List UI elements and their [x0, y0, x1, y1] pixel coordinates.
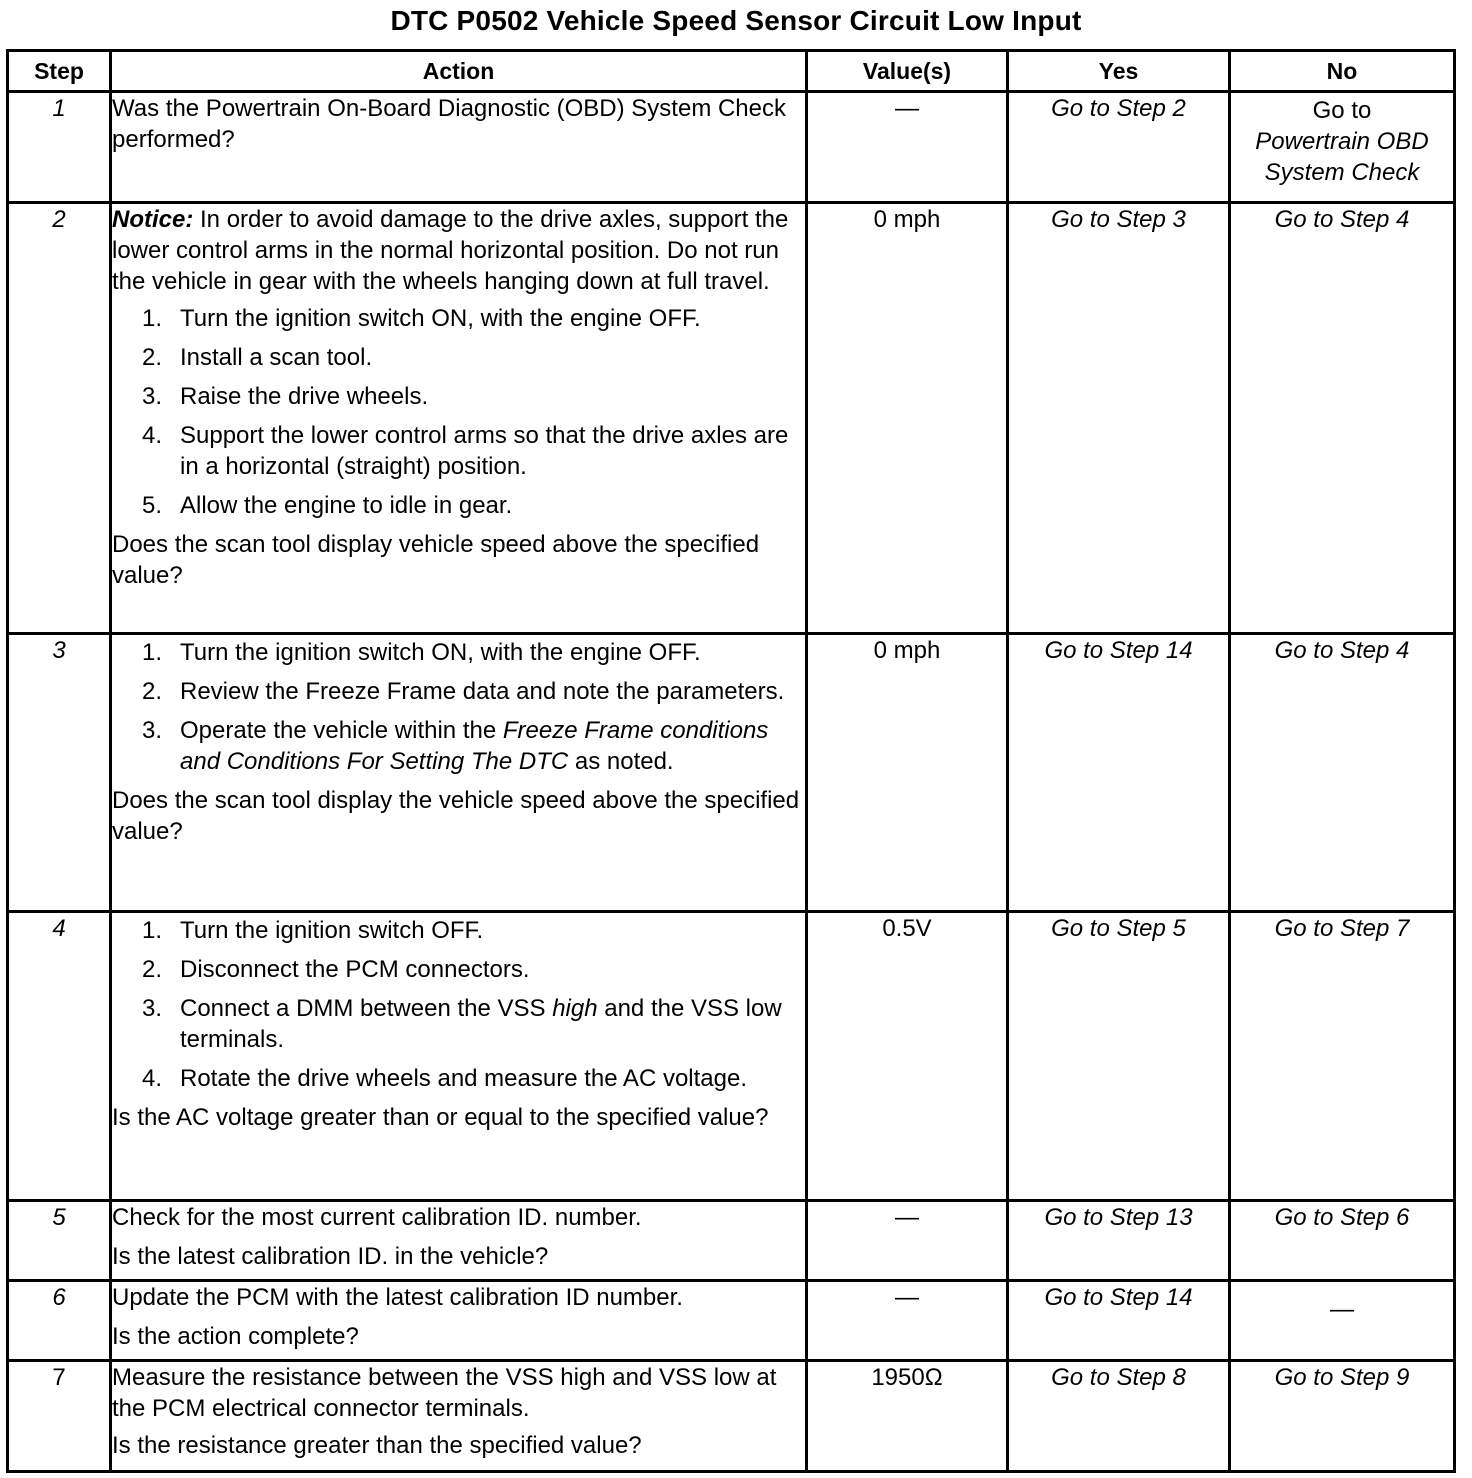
question-text: Is the action complete? — [112, 1323, 359, 1350]
table-row-step-3 — [8, 634, 1455, 912]
yes-cell: Go to Step 5 — [1008, 912, 1230, 1201]
yes-cell: Go to Step 2 — [1008, 92, 1230, 203]
action-text: Measure the resistance between the VSS high and VSS low at the PCM electrical connector terminals. — [112, 1364, 777, 1422]
action-cell — [111, 634, 807, 912]
action-cell — [111, 1201, 807, 1281]
list-item: 1. Turn the ignition switch ON, with the engine OFF. — [142, 305, 701, 332]
procedure-list — [112, 915, 805, 1094]
table-row-step-6 — [8, 1281, 1455, 1361]
value-cell: 0.5V — [807, 912, 1008, 1201]
table-header-row — [8, 51, 1455, 92]
action-text: Update the PCM with the latest calibration ID number. — [112, 1284, 683, 1311]
value-cell: — — [807, 1281, 1008, 1361]
list-item: 4. Rotate the drive wheels and measure the AC voltage. — [142, 1065, 747, 1092]
no-cell: Go to Step 6 — [1230, 1201, 1455, 1281]
list-item: 3. Connect a DMM between the VSS high and the VSS low terminals. — [142, 995, 782, 1053]
table-row-step-7 — [8, 1361, 1455, 1472]
no-prefix: Go to — [1312, 97, 1372, 124]
list-item: 2. Review the Freeze Frame data and note the parameters. — [142, 678, 785, 705]
table-row-step-1 — [8, 92, 1455, 203]
step-number: 7 — [8, 1361, 111, 1472]
value-cell: 1950Ω — [807, 1361, 1008, 1472]
no-cell: Go to Step 4 — [1230, 203, 1455, 634]
step-number: 4 — [8, 912, 111, 1201]
notice-paragraph — [112, 204, 805, 297]
list-item: 5. Allow the engine to idle in gear. — [142, 492, 513, 519]
value-cell: — — [807, 1201, 1008, 1281]
list-item: 4. Support the lower control arms so that the drive axles are in a horizontal (straight) position. — [142, 422, 789, 480]
list-item: 1. Turn the ignition switch OFF. — [142, 917, 484, 944]
yes-cell: Go to Step 13 — [1008, 1201, 1230, 1281]
step-number: 6 — [8, 1281, 111, 1361]
table-row-step-2 — [8, 203, 1455, 634]
action-cell — [111, 912, 807, 1201]
yes-cell: Go to Step 14 — [1008, 1281, 1230, 1361]
question-text: Is the AC voltage greater than or equal to the specified value? — [112, 1104, 769, 1131]
no-reference: Powertrain OBD System Check — [1255, 128, 1429, 186]
value-cell: — — [807, 92, 1008, 203]
header-no: No — [1230, 51, 1455, 92]
list-item: 3. Raise the drive wheels. — [142, 383, 429, 410]
step-number: 3 — [8, 634, 111, 912]
action-cell — [111, 1281, 807, 1361]
question-text: Is the resistance greater than the specified value? — [112, 1432, 642, 1459]
action-cell — [111, 203, 807, 634]
page-title: DTC P0502 Vehicle Speed Sensor Circuit Low Input — [390, 5, 1082, 36]
no-cell: — — [1230, 1281, 1455, 1361]
value-cell: 0 mph — [807, 634, 1008, 912]
yes-cell: Go to Step 3 — [1008, 203, 1230, 634]
question-text: Is the latest calibration ID. in the vehicle? — [112, 1243, 549, 1270]
list-item: 1. Turn the ignition switch ON, with the engine OFF. — [142, 639, 701, 666]
no-cell — [1230, 92, 1455, 203]
no-cell: Go to Step 7 — [1230, 912, 1455, 1201]
action-cell — [111, 1361, 807, 1472]
step-number: 2 — [8, 203, 111, 634]
yes-cell: Go to Step 14 — [1008, 634, 1230, 912]
header-values: Value(s) — [807, 51, 1008, 92]
procedure-list — [112, 637, 805, 777]
no-cell: Go to Step 4 — [1230, 634, 1455, 912]
action-text: Check for the most current calibration ID. number. — [112, 1204, 642, 1231]
diagnostic-table — [6, 49, 1456, 1473]
table-row-step-4 — [8, 912, 1455, 1201]
step-number: 5 — [8, 1201, 111, 1281]
action-cell — [111, 92, 807, 203]
table-row-step-5 — [8, 1201, 1455, 1281]
action-text: Was the Powertrain On-Board Diagnostic (OBD) System Check performed? — [112, 95, 787, 153]
yes-cell: Go to Step 8 — [1008, 1361, 1230, 1472]
question-text: Does the scan tool display vehicle speed above the specified value? — [112, 531, 760, 589]
list-item: 2. Disconnect the PCM connectors. — [142, 956, 530, 983]
header-yes: Yes — [1008, 51, 1230, 92]
list-item: 2. Install a scan tool. — [142, 344, 373, 371]
value-cell: 0 mph — [807, 203, 1008, 634]
notice-label: Notice: — [112, 206, 194, 233]
list-item: 3. Operate the vehicle within the Freeze Frame conditions and Conditions For Setting The DTC as noted. — [142, 717, 769, 775]
header-action: Action — [111, 51, 807, 92]
header-step: Step — [8, 51, 111, 92]
procedure-list — [112, 303, 805, 521]
no-cell: Go to Step 9 — [1230, 1361, 1455, 1472]
step-number: 1 — [8, 92, 111, 203]
notice-text: In order to avoid damage to the drive axles, support the lower control arms in the normal horizontal position. Do not run the vehicle in gear with the wheels hanging down at full travel. — [112, 206, 789, 295]
question-text: Does the scan tool display the vehicle speed above the specified value? — [112, 787, 800, 845]
